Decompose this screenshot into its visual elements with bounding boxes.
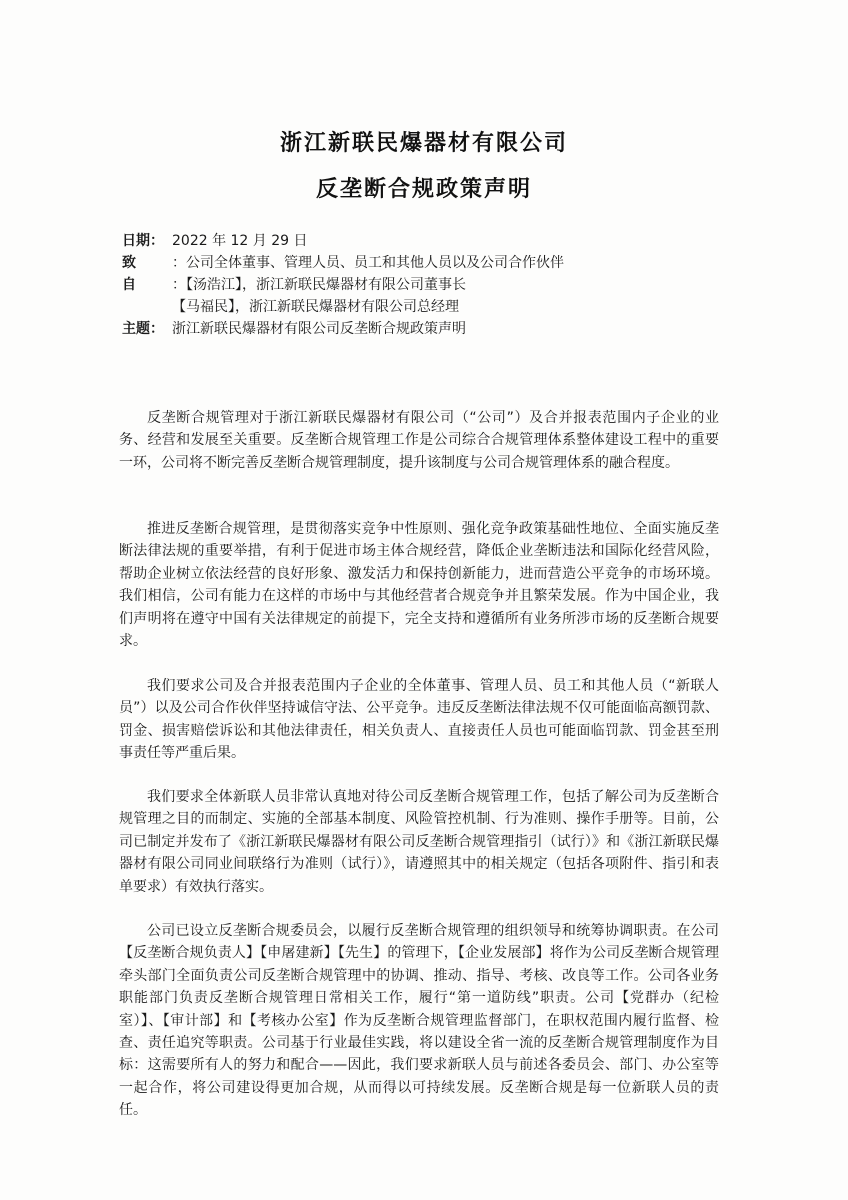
company-title: 浙江新联民爆器材有限公司 [279, 130, 568, 156]
subject-label: 主题： [122, 321, 164, 337]
from-value-2: 【马福民】，浙江新联民爆器材有限公司总经理 [172, 299, 459, 315]
to-value: ：公司全体董事、管理人员、员工和其他人员以及公司合作伙伴 [172, 255, 564, 271]
to-label: 致 [122, 255, 148, 271]
body-paragraph-5: 公司已设立反垄断合规委员会，以履行反垄断合规管理的组织领导和统筹协调职责。在公司【反垄断合规负责人】【申屠建新】【先生】的管理下，【企业发展部】将作为公司反垄断合规管理牵头部门全面负责公司反垄断合规管理中的协调、推动、指导、考核、改良等工作。公司各业务职能部门负责反垄断合规管理日常相关工作，履行“第一道防线”职责。公司【党群办（纪检室）】、【审计部】和【考核办公室】作为反垄断合规管理监督部门，在职权范围内履行监督、检查、责任追究等职责。公司基于行业最佳实践，将以建设全省一流的反垄断合规管理制度作为目标：这需要所有人的努力和配合——因此，我们要求新联人员与前述各委员会、部门、办公室等一起合作，将公司建设得更加合规，从而得以可持续发展。反垄断合规是每一位新联人员的责任。 [119, 923, 719, 1119]
body-paragraph-4: 我们要求全体新联人员非常认真地对待公司反垄断合规管理工作，包括了解公司为反垄断合规管理之目的而制定、实施的全部基本制度、风险管控机制、行为准则、操作手册等。目前，公司已制定并发布了《浙江新联民爆器材有限公司反垄断合规管理指引（试行）》和《浙江新联民爆器材有限公司同业间联络行为准则（试行）》，请遵照其中的相关规定（包括各项附件、指引和表单要求）有效执行落实。 [119, 789, 719, 895]
date-line [122, 231, 308, 251]
to-line [122, 253, 564, 273]
from-value-1: ：【汤浩江】，浙江新联民爆器材有限公司董事长 [172, 277, 466, 293]
body-paragraph-3: 我们要求公司及合并报表范围内子企业的全体董事、管理人员、员工和其他人员（“新联人员”）以及公司合作伙伴坚持诚信守法、公平竞争。违反反垄断法律法规不仅可能面临高额罚款、罚金、损害赔偿诉讼和其他法律责任，相关负责人、直接责任人员也可能面临罚款、罚金甚至刑事责任等严重后果。 [119, 678, 719, 762]
date-label: 日期： [122, 233, 164, 249]
from-line-1 [122, 275, 466, 295]
body-paragraph-1: 反垄断合规管理对于浙江新联民爆器材有限公司（“公司”）及合并报表范围内子企业的业务、经营和发展至关重要。反垄断合规管理工作是公司综合合规管理体系整体建设工程中的重要一环，公司将不断完善反垄断合规管理制度，提升该制度与公司合规管理体系的融合程度。 [119, 410, 719, 471]
from-line-2 [172, 297, 459, 317]
body-paragraph-2: 推进反垄断合规管理，是贯彻落实竞争中性原则、强化竞争政策基础性地位、全面实施反垄断法律法规的重要举措，有利于促进市场主体合规经营，降低企业垄断违法和国际化经营风险，帮助企业树立依法经营的良好形象、激发活力和保持创新能力，进而营造公平竞争的市场环境。我们相信，公司有能力在这样的市场中与其他经营者合规竞争并且繁荣发展。作为中国企业，我们声明将在遵守中国有关法律规定的前提下，完全支持和遵循所有业务所涉市场的反垄断合规要求。 [119, 521, 719, 650]
statement-title: 反垄断合规政策声明 [315, 176, 532, 202]
subject-value: 浙江新联民爆器材有限公司反垄断合规政策声明 [172, 321, 466, 337]
date-value: 2022 年 12 月 29 日 [172, 233, 308, 249]
from-label: 自 [122, 277, 148, 293]
subject-line [122, 319, 466, 339]
